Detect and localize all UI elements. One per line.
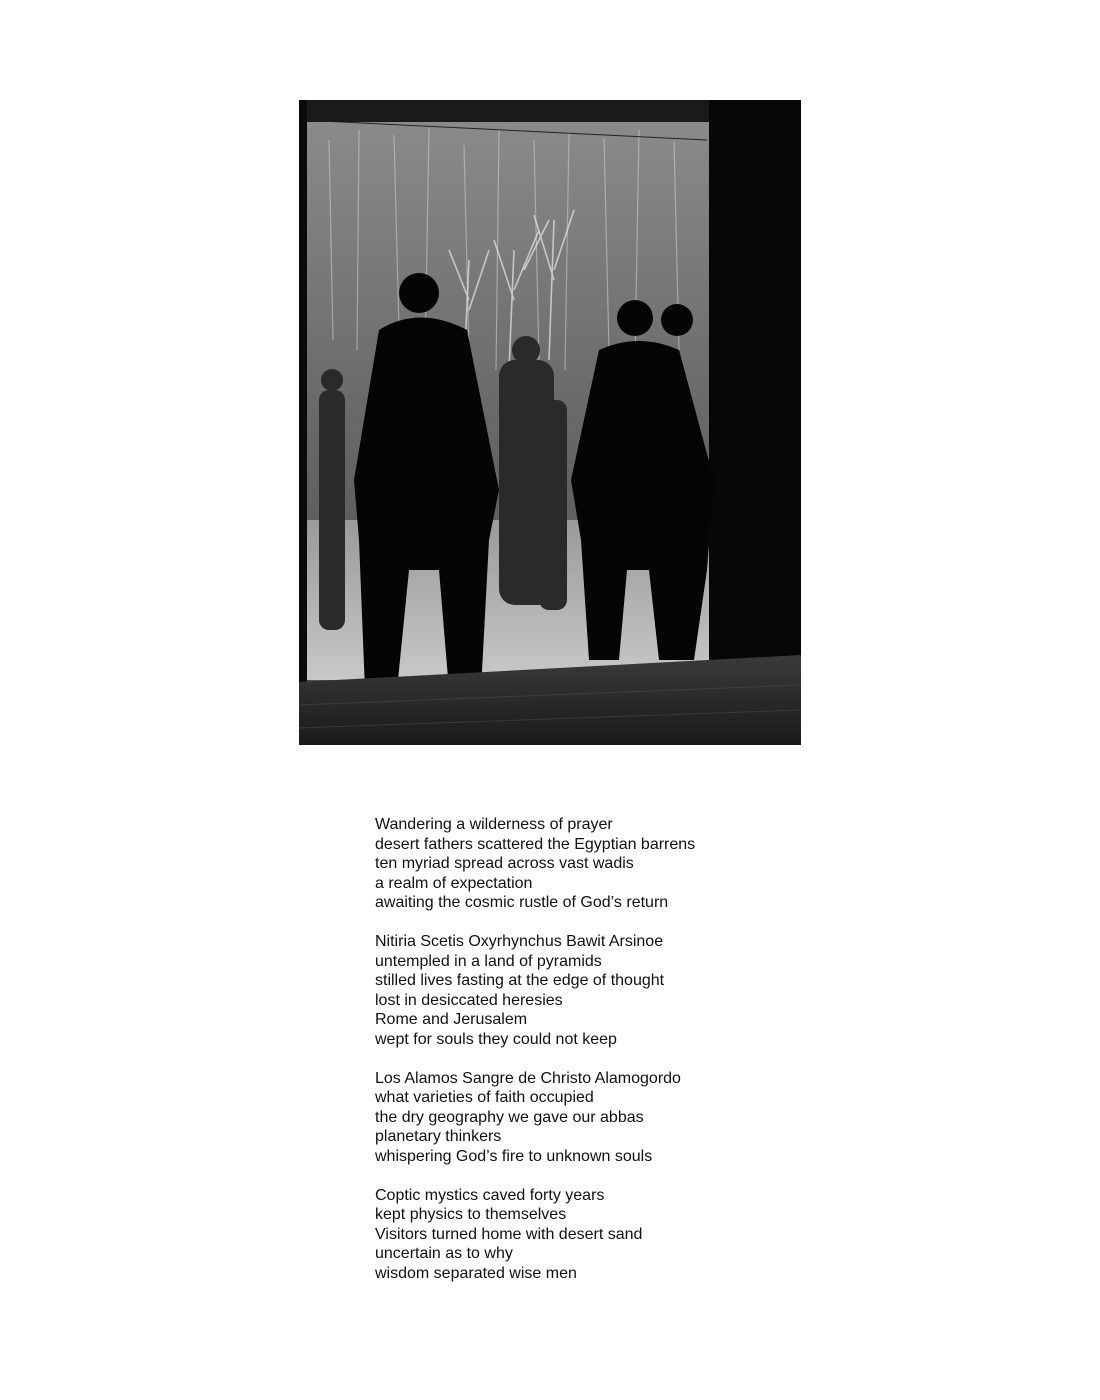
poem-stanza-2 xyxy=(375,932,935,1049)
photograph-image xyxy=(299,100,801,745)
poem-line: Nitiria Scetis Oxyrhynchus Bawit Arsinoe xyxy=(375,933,664,950)
poem-line: wept for souls they could not keep xyxy=(375,1030,617,1048)
poem-line: Los Alamos Sangre de Christo Alamogordo xyxy=(375,1069,681,1087)
poem-stanza-1 xyxy=(375,815,935,913)
poem-line: planetary thinkers xyxy=(375,1128,502,1145)
poem-line: untempled in a land of pyramids xyxy=(375,952,602,970)
poem-line: wisdom separated wise men xyxy=(375,1264,577,1282)
poem-line: uncertain as to why xyxy=(375,1245,513,1262)
poem-stanza-3 xyxy=(375,1069,935,1167)
poem-stanza-4 xyxy=(375,1186,935,1284)
poem-line: awaiting the cosmic rustle of God’s return xyxy=(375,894,669,911)
poem-line: Rome and Jerusalem xyxy=(375,1011,528,1028)
poem-line: ten myriad spread across vast wadis xyxy=(375,855,634,872)
poem-line: kept physics to themselves xyxy=(375,1206,567,1223)
poem-line: desert fathers scattered the Egyptian barrens xyxy=(375,835,696,853)
poem-line: lost in desiccated heresies xyxy=(375,991,563,1009)
photograph xyxy=(299,100,801,745)
poem-line: Wandering a wilderness of prayer xyxy=(375,816,613,833)
poem-line: what varieties of faith occupied xyxy=(375,1089,594,1106)
poem-line: whispering God’s fire to unknown souls xyxy=(375,1147,653,1165)
poem-line: Coptic mystics caved forty years xyxy=(375,1186,605,1204)
poem-line: a realm of expectation xyxy=(375,874,533,892)
poem-line: stilled lives fasting at the edge of thought xyxy=(375,972,665,989)
poem xyxy=(375,815,935,1303)
poem-line: Visitors turned home with desert sand xyxy=(375,1225,643,1243)
poem-line: the dry geography we gave our abbas xyxy=(375,1108,644,1126)
